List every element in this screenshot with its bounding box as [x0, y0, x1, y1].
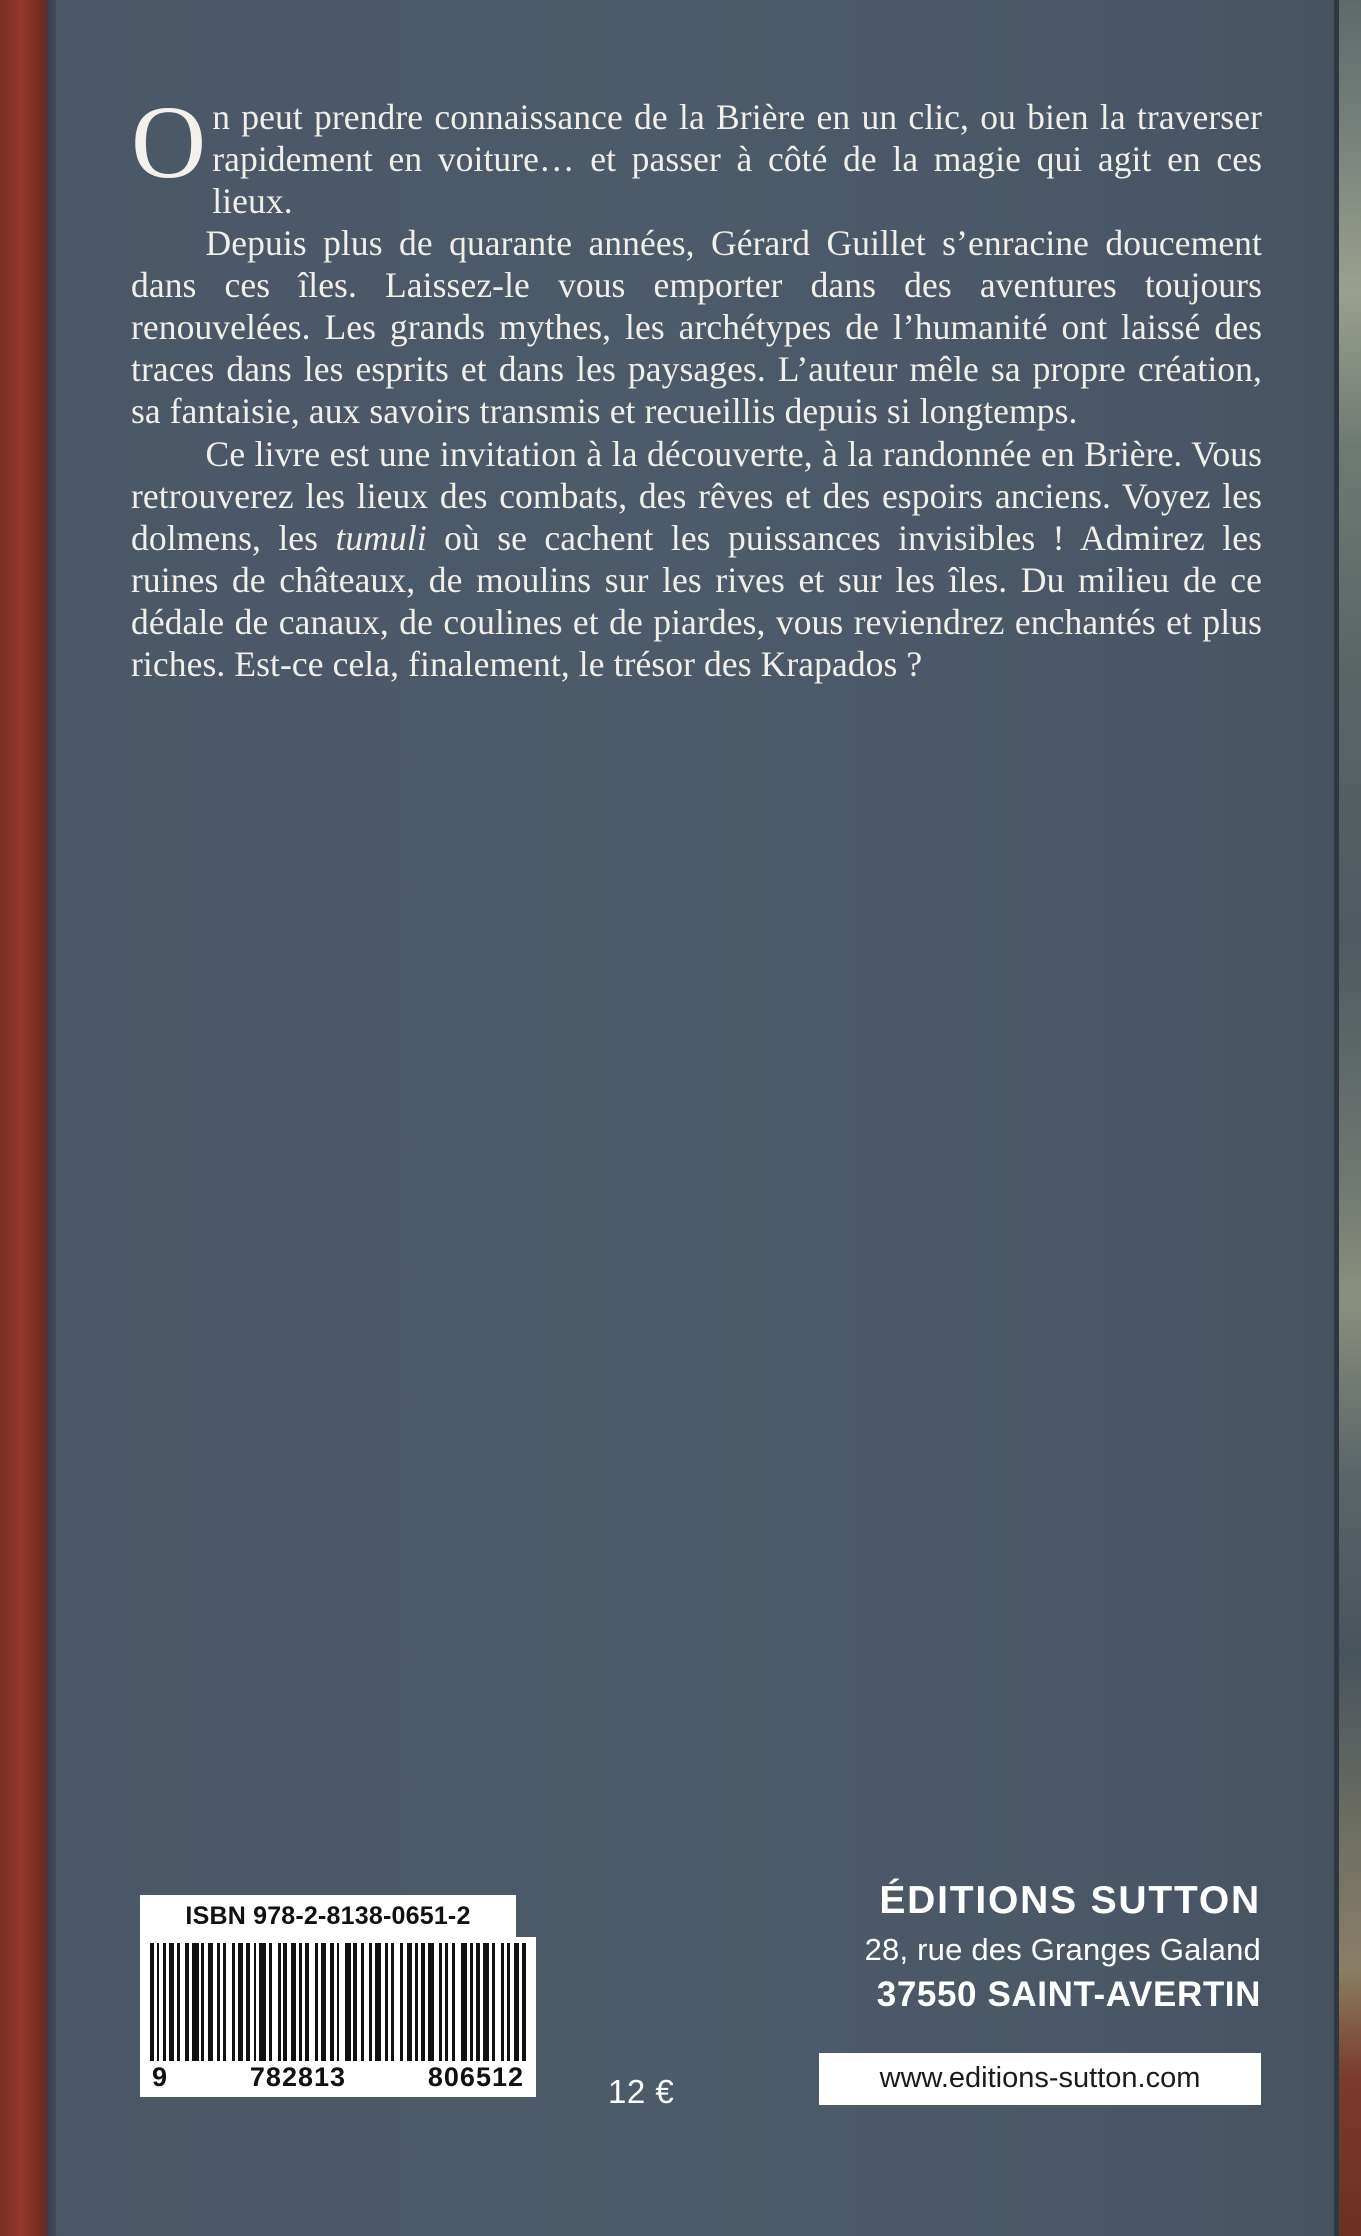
- cover-right-fold-line: [1334, 0, 1339, 2236]
- barcode-digits-mid: 782813: [249, 2062, 347, 2092]
- publisher-name: ÉDITIONS SUTTON: [879, 1879, 1261, 1922]
- blurb-paragraph-1: [131, 85, 1262, 222]
- publisher-city: 37550 SAINT-AVERTIN: [876, 1975, 1261, 2015]
- back-cover-blurb: [131, 85, 1262, 685]
- blurb-paragraph-3-part-b: où se cachent les puissances invisibles ! Admirez les ruines de châteaux, de moulins sur les rives et sur les îles. Du milieu de ce dédale de canaux, de coulines et de piardes, vous reviendrez enchantés et plus riches. Est-ce cela, finalement, le trésor des Krapados ?: [131, 517, 1262, 684]
- blurb-paragraph-1-text: n peut prendre connaissance de la Brière en un clic, ou bien la traverser rapidement en voiture… et passer à côté de la magie qui agit en ces lieux.: [212, 97, 1262, 222]
- cover-right-photo-sliver: [1339, 0, 1361, 2236]
- blurb-paragraph-3: [131, 433, 1262, 685]
- publisher-block: [801, 1880, 1261, 2016]
- blurb-paragraph-3-part-a: Ce livre est une invitation à la découverte, à la randonnée en Brière. Vous retrouverez les lieux des combats, des rêves et des espoirs anciens. Voyez les dolmens, les: [131, 433, 1262, 558]
- publisher-address: 28, rue des Granges Galand: [864, 1931, 1261, 1967]
- isbn-barcode-block: [140, 1895, 540, 2097]
- barcode-bars: [150, 1943, 526, 2061]
- barcode-digits: [150, 2061, 526, 2093]
- drop-cap-letter: O: [131, 85, 207, 200]
- blurb-italic-term: tumuli: [335, 517, 427, 558]
- book-spine-strip: [0, 0, 47, 2236]
- blurb-paragraph-2: Depuis plus de quarante années, Gérard Guillet s’enracine doucement dans ces îles. Laissez-le vous emporter dans des aventures toujours renouvelées. Les grands mythes, les archétypes de l’humanité ont laissé des traces dans les esprits et dans les paysages. L’auteur mêle sa propre création, sa fantaisie, aux savoirs transmis et recueillis depuis si longtemps.: [131, 223, 1262, 432]
- barcode-digit-left: 9: [152, 2062, 169, 2092]
- price-label: 12 €: [608, 2073, 675, 2110]
- barcode: [140, 1937, 536, 2097]
- publisher-website[interactable]: www.editions-sutton.com: [819, 2053, 1261, 2105]
- barcode-digits-right: 806512: [427, 2062, 524, 2092]
- spine-shadow-edge: [47, 0, 56, 2236]
- isbn-label: ISBN 978-2-8138-0651-2: [140, 1895, 516, 1937]
